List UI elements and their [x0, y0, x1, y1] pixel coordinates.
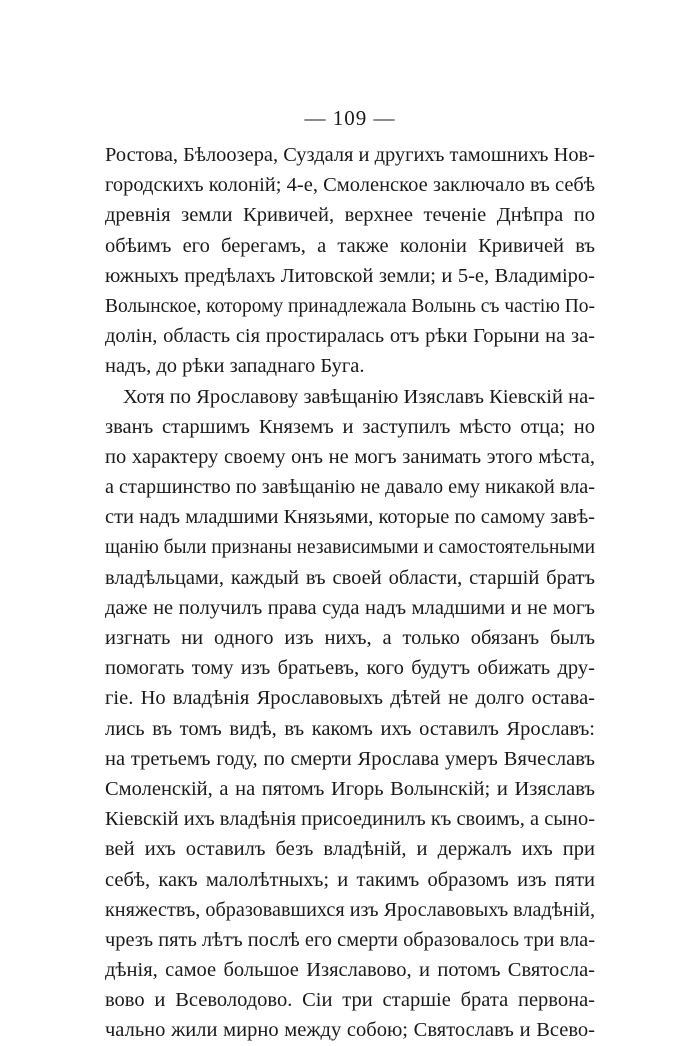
text-line: обѣимъ его берегамъ, а также колоніи Кривичей въ [105, 234, 595, 257]
text-line: Смоленскій, а на пятомъ Игорь Волынскій; и Изяславъ [105, 777, 595, 800]
text-line: Хотя по Ярославову завѣщанію Изяславъ Кіевскій на- [123, 385, 595, 408]
page-number: — 109 — [304, 106, 396, 130]
text-line: княжествъ, образовавшихся изъ Ярославовыхъ владѣній, [105, 898, 596, 921]
paragraph-1 [105, 140, 595, 382]
text-line: а старшинство по завѣщанію не давало ему никакой вла- [105, 476, 595, 499]
text-line: вово и Всеволодово. Сіи три старшіе брата первона- [105, 989, 595, 1012]
text-line: по характеру своему онъ не могъ занимать этого мѣста, [105, 445, 595, 468]
text-line: Ростова, Бѣлоозера, Суздаля и другихъ тамошнихъ Нов- [105, 144, 595, 166]
text-line: изгнать ни одного изъ нихъ, а только обязанъ былъ [105, 627, 595, 649]
text-line: Волынское, которому принадлежала Волынь съ частію По- [105, 294, 596, 317]
text-line: чально жили мирно между собою; Святославъ и Всево- [105, 1019, 595, 1042]
body-text [105, 140, 595, 1046]
text-line: вей ихъ оставилъ безъ владѣній, и держалъ ихъ при [105, 838, 595, 861]
text-line: городскихъ колоній; 4-е, Смоленское заключало въ себѣ [105, 174, 595, 197]
text-line: южныхъ предѣлахъ Литовской земли; и 5-е, Владиміро- [105, 264, 595, 287]
text-line: даже не получилъ права суда надъ младшими и не могъ [105, 596, 595, 619]
text-line: на третьемъ году, по смерти Ярослава умеръ Вячеславъ [105, 747, 595, 770]
text-line: званъ старшимъ Княземъ и заступилъ мѣсто отца; но [105, 415, 595, 438]
text-line: древнія земли Кривичей, верхнее теченіе Днѣпра по [105, 204, 595, 227]
text-line: гіе. Но владѣнія Ярославовыхъ дѣтей не долго остава- [105, 687, 595, 710]
text-line: щанію были признаны независимыми и самостоятельными [105, 536, 596, 559]
text-line: владѣльцами, каждый въ своей области, старшій братъ [105, 566, 595, 589]
text-line: дѣнія, самое большое Изяславово, и потомъ Святосла- [105, 959, 595, 982]
text-line: себѣ, какъ малолѣтныхъ; и такимъ образомъ изъ пяти [105, 868, 595, 891]
paragraph-2 [105, 382, 595, 1046]
text-line: чрезъ пять лѣтъ послѣ его смерти образовалось три вла- [105, 928, 596, 951]
text-line: сти надъ младшими Князьями, которые по самому завѣ- [105, 506, 596, 529]
text-line: надъ, до рѣки западнаго Буга. [105, 355, 365, 378]
text-line: лись въ томъ видѣ, въ какомъ ихъ оставилъ Ярославъ: [105, 717, 595, 740]
text-line: долін, область сія простиралась отъ рѣки Горыни на за- [105, 325, 595, 348]
text-line: Кіевскій ихъ владѣнія присоединилъ къ своимъ, а сыно- [105, 808, 596, 831]
text-line: помогать тому изъ братьевъ, кого будутъ обижать дру- [105, 657, 595, 680]
